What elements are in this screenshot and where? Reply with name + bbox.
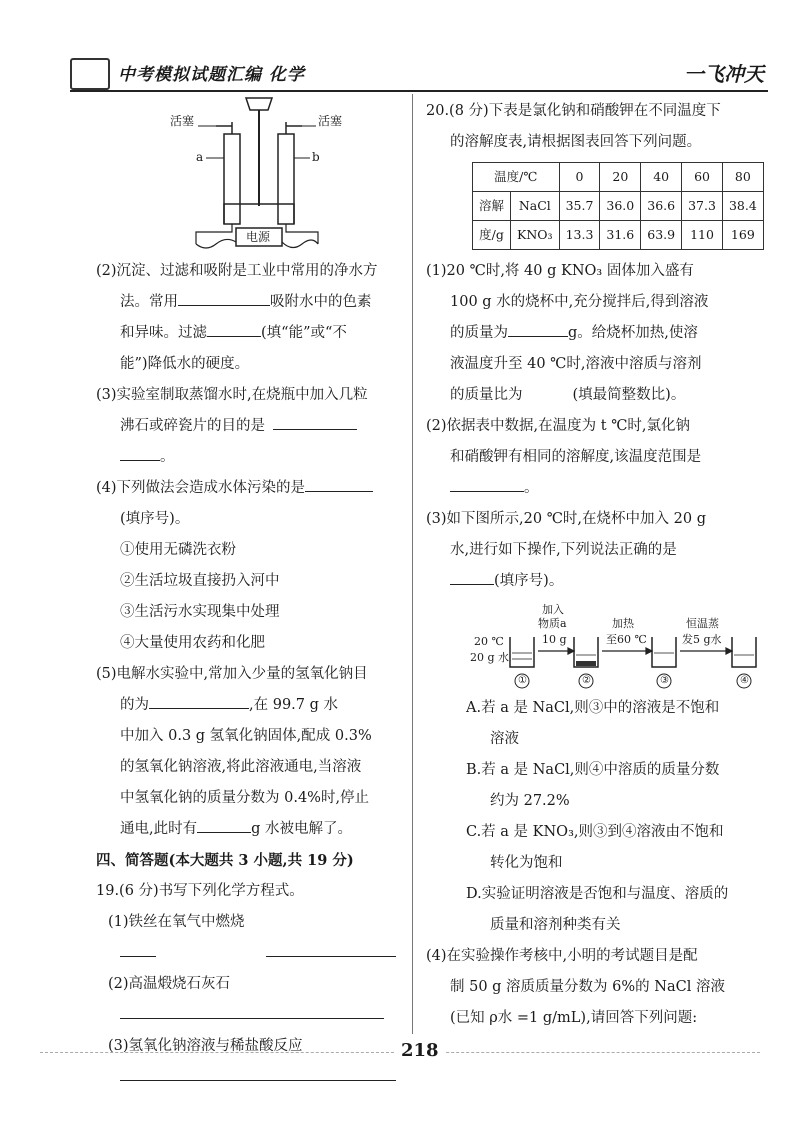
table-cell: NaCl — [511, 192, 560, 221]
q3-text: 。 — [160, 449, 175, 465]
step-3-label: 发5 g水 — [682, 633, 722, 646]
table-cell: 80 — [722, 163, 763, 192]
step-2-label: 至60 ℃ — [606, 633, 647, 646]
option-d: D.实验证明溶液是否饱和与温度、溶质的 — [466, 886, 729, 902]
beaker-label-1: ① — [518, 675, 527, 686]
table-cell: 13.3 — [559, 221, 600, 250]
beaker-label-4: ④ — [740, 675, 749, 686]
question-3 — [96, 380, 406, 473]
table-row — [473, 221, 764, 250]
q19-line: 19.(6 分)书写下列化学方程式。 — [96, 883, 304, 899]
q19-sub-1: (1)铁丝在氧气中燃烧 — [108, 914, 245, 930]
q5-text: ,在 99.7 g 水 — [249, 697, 339, 713]
question-2 — [96, 256, 406, 380]
temp-header: 温度/℃ — [473, 163, 560, 192]
q20-2-line: (2)依据表中数据,在温度为 t ℃时,氯化钠 — [426, 418, 691, 434]
answer-blank[interactable] — [120, 938, 156, 957]
table-cell: 20 — [600, 163, 641, 192]
q2-line: (2)沉淀、过滤和吸附是工业中常用的净水方 — [96, 263, 378, 279]
answer-blank[interactable] — [197, 814, 251, 833]
q20-1-line: (1)20 ℃时,将 40 g KNO₃ 固体加入盛有 — [426, 263, 694, 279]
q2-line: 能”)降低水的硬度。 — [120, 356, 250, 372]
answer-blank[interactable] — [207, 318, 261, 337]
electrolysis-apparatus-figure — [96, 96, 406, 256]
header-title: 中考模拟试题汇编 化学 — [118, 65, 305, 85]
answer-blank[interactable] — [508, 318, 568, 337]
q20-1-line: 100 g 水的烧杯中,充分搅拌后,得到溶液 — [450, 294, 709, 310]
question-20-1 — [426, 256, 770, 411]
q5-line: (5)电解水实验中,常加入少量的氢氧化钠目 — [96, 666, 368, 682]
q20-1-text: g。给烧杯加热,使溶 — [568, 325, 698, 341]
section-4-heading: 四、简答题(本大题共 3 小题,共 19 分) — [96, 852, 354, 869]
q20-3-line: (3)如下图所示,20 ℃时,在烧杯中加入 20 g — [426, 511, 706, 527]
tube-b-label: b — [312, 150, 320, 164]
q5-line: 的氢氧化钠溶液,将此溶液通电,当溶液 — [120, 759, 362, 775]
table-cell: 38.4 — [722, 192, 763, 221]
step-1-label: 10 g — [542, 633, 567, 646]
option-3: ③生活污水实现集中处理 — [120, 604, 280, 620]
question-5 — [96, 659, 406, 845]
column-divider — [412, 94, 413, 1034]
answer-blank[interactable] — [266, 938, 396, 957]
q20-4-line: 制 50 g 溶质质量分数为 6%的 NaCl 溶液 — [450, 979, 725, 995]
q20-2-text: 。 — [524, 480, 539, 496]
option-c: C.若 a 是 KNO₃,则③到④溶液由不饱和 — [466, 824, 724, 840]
left-column — [96, 96, 406, 1093]
answer-blank[interactable] — [305, 473, 373, 492]
table-cell: 35.7 — [559, 192, 600, 221]
question-20-2 — [426, 411, 770, 504]
q2-text: (填“能”或“不 — [261, 325, 347, 341]
table-cell: 40 — [641, 163, 682, 192]
option-a: A.若 a 是 NaCl,则③中的溶液是不饱和 — [466, 700, 720, 716]
valve-left-label: 活塞 — [170, 114, 195, 128]
table-cell: KNO₃ — [511, 221, 560, 250]
question-20-3 — [426, 504, 770, 597]
table-cell: 31.6 — [600, 221, 641, 250]
answer-blank[interactable] — [149, 690, 249, 709]
question-20-intro — [426, 96, 770, 158]
answer-blank[interactable] — [523, 381, 573, 399]
table-cell: 60 — [682, 163, 723, 192]
q2-text: 和异味。过滤 — [120, 325, 207, 341]
beaker-label-2: ② — [582, 675, 591, 686]
q19-sub-2: (2)高温煅烧石灰石 — [108, 976, 231, 992]
answer-blank[interactable] — [178, 287, 270, 306]
table-cell: 0 — [559, 163, 600, 192]
q2-text: 吸附水中的色素 — [270, 294, 372, 310]
option-d-cont: 质量和溶剂种类有关 — [490, 917, 621, 933]
q5-text: 通电,此时有 — [120, 821, 198, 837]
q4-text: (4)下列做法会造成水体污染的是 — [96, 480, 306, 496]
q5-line: 中氢氧化钠的质量分数为 0.4%时,停止 — [120, 790, 370, 806]
sol-header-bottom: 度/g — [473, 221, 511, 250]
option-4: ④大量使用农药和化肥 — [120, 635, 265, 651]
option-2: ②生活垃圾直接扔入河中 — [120, 573, 280, 589]
option-1: ①使用无磷洗衣粉 — [120, 542, 236, 558]
q3-text: 沸石或碎瓷片的目的是 — [120, 418, 265, 434]
q20-3-text: (填序号)。 — [494, 573, 564, 589]
step-1-label: 物质a — [538, 617, 567, 630]
q20-line: 20.(8 分)下表是氯化钠和硝酸钾在不同温度下 — [426, 103, 721, 119]
tube-a-label: a — [196, 150, 204, 164]
q20-1-text: (填最简整数比)。 — [572, 387, 686, 403]
question-4 — [96, 473, 406, 659]
answer-blank[interactable] — [450, 566, 494, 585]
q20-1-text: 的质量为 — [450, 325, 508, 341]
q20-4-line: (4)在实验操作考核中,小明的考试题目是配 — [426, 948, 698, 964]
valve-right-label: 活塞 — [318, 114, 343, 128]
table-cell: 36.6 — [641, 192, 682, 221]
q2-text: 法。常用 — [120, 294, 178, 310]
question-20-4 — [426, 941, 770, 1034]
process-figure — [426, 597, 770, 693]
q5-text: g 水被电解了。 — [251, 821, 352, 837]
q20-3-line: 水,进行如下操作,下列说法正确的是 — [450, 542, 677, 558]
step-3-label: 恒温蒸 — [686, 617, 719, 630]
table-row — [473, 192, 764, 221]
option-c-cont: 转化为饱和 — [490, 855, 563, 871]
q5-text: 的为 — [120, 697, 149, 713]
q20-4-line: (已知 ρ水 =1 g/mL),请回答下列问题: — [450, 1010, 698, 1026]
solubility-table — [472, 162, 764, 250]
answer-blank[interactable] — [120, 1000, 384, 1019]
page-number: 218 — [395, 1040, 445, 1061]
option-b-cont: 约为 27.2% — [490, 793, 570, 809]
table-cell: 63.9 — [641, 221, 682, 250]
table-cell: 169 — [722, 221, 763, 250]
power-label: 电源 — [246, 230, 271, 244]
q20-1-line: 液温度升至 40 ℃时,溶液中溶质与溶剂 — [450, 356, 702, 372]
question-19 — [96, 876, 406, 1093]
page-header — [70, 52, 768, 92]
question-20-3-options — [426, 693, 770, 941]
table-cell: 37.3 — [682, 192, 723, 221]
sol-header-top: 溶解 — [473, 192, 511, 221]
water-label: 20 g 水 — [470, 651, 510, 664]
table-row — [473, 163, 764, 192]
answer-blank[interactable] — [450, 473, 524, 492]
right-column — [426, 96, 770, 1034]
q20-line: 的溶解度表,请根据图表回答下列问题。 — [450, 134, 702, 150]
answer-blank[interactable] — [273, 411, 357, 430]
q20-2-line: 和硝酸钾有相同的溶解度,该温度范围是 — [450, 449, 702, 465]
start-temp-label: 20 ℃ — [474, 635, 504, 648]
step-1-label: 加入 — [542, 603, 564, 616]
q4-line: (填序号)。 — [120, 511, 190, 527]
q3-line: (3)实验室制取蒸馏水时,在烧瓶中加入几粒 — [96, 387, 368, 403]
header-brand: 一飞冲天 — [684, 62, 764, 86]
option-b: B.若 a 是 NaCl,则④中溶质的质量分数 — [466, 762, 720, 778]
q19-sub-3: (3)氢氧化钠溶液与稀盐酸反应 — [108, 1038, 303, 1054]
beaker-label-3: ③ — [660, 675, 669, 686]
q20-1-text: 的质量比为 — [450, 387, 523, 403]
step-2-label: 加热 — [612, 617, 634, 630]
q5-line: 中加入 0.3 g 氢氧化钠固体,配成 0.3% — [120, 728, 372, 744]
book-logo-icon — [70, 58, 110, 90]
answer-blank[interactable] — [120, 442, 160, 461]
option-a-cont: 溶液 — [490, 731, 519, 747]
table-cell: 36.0 — [600, 192, 641, 221]
table-cell: 110 — [682, 221, 723, 250]
answer-blank[interactable] — [120, 1062, 396, 1081]
